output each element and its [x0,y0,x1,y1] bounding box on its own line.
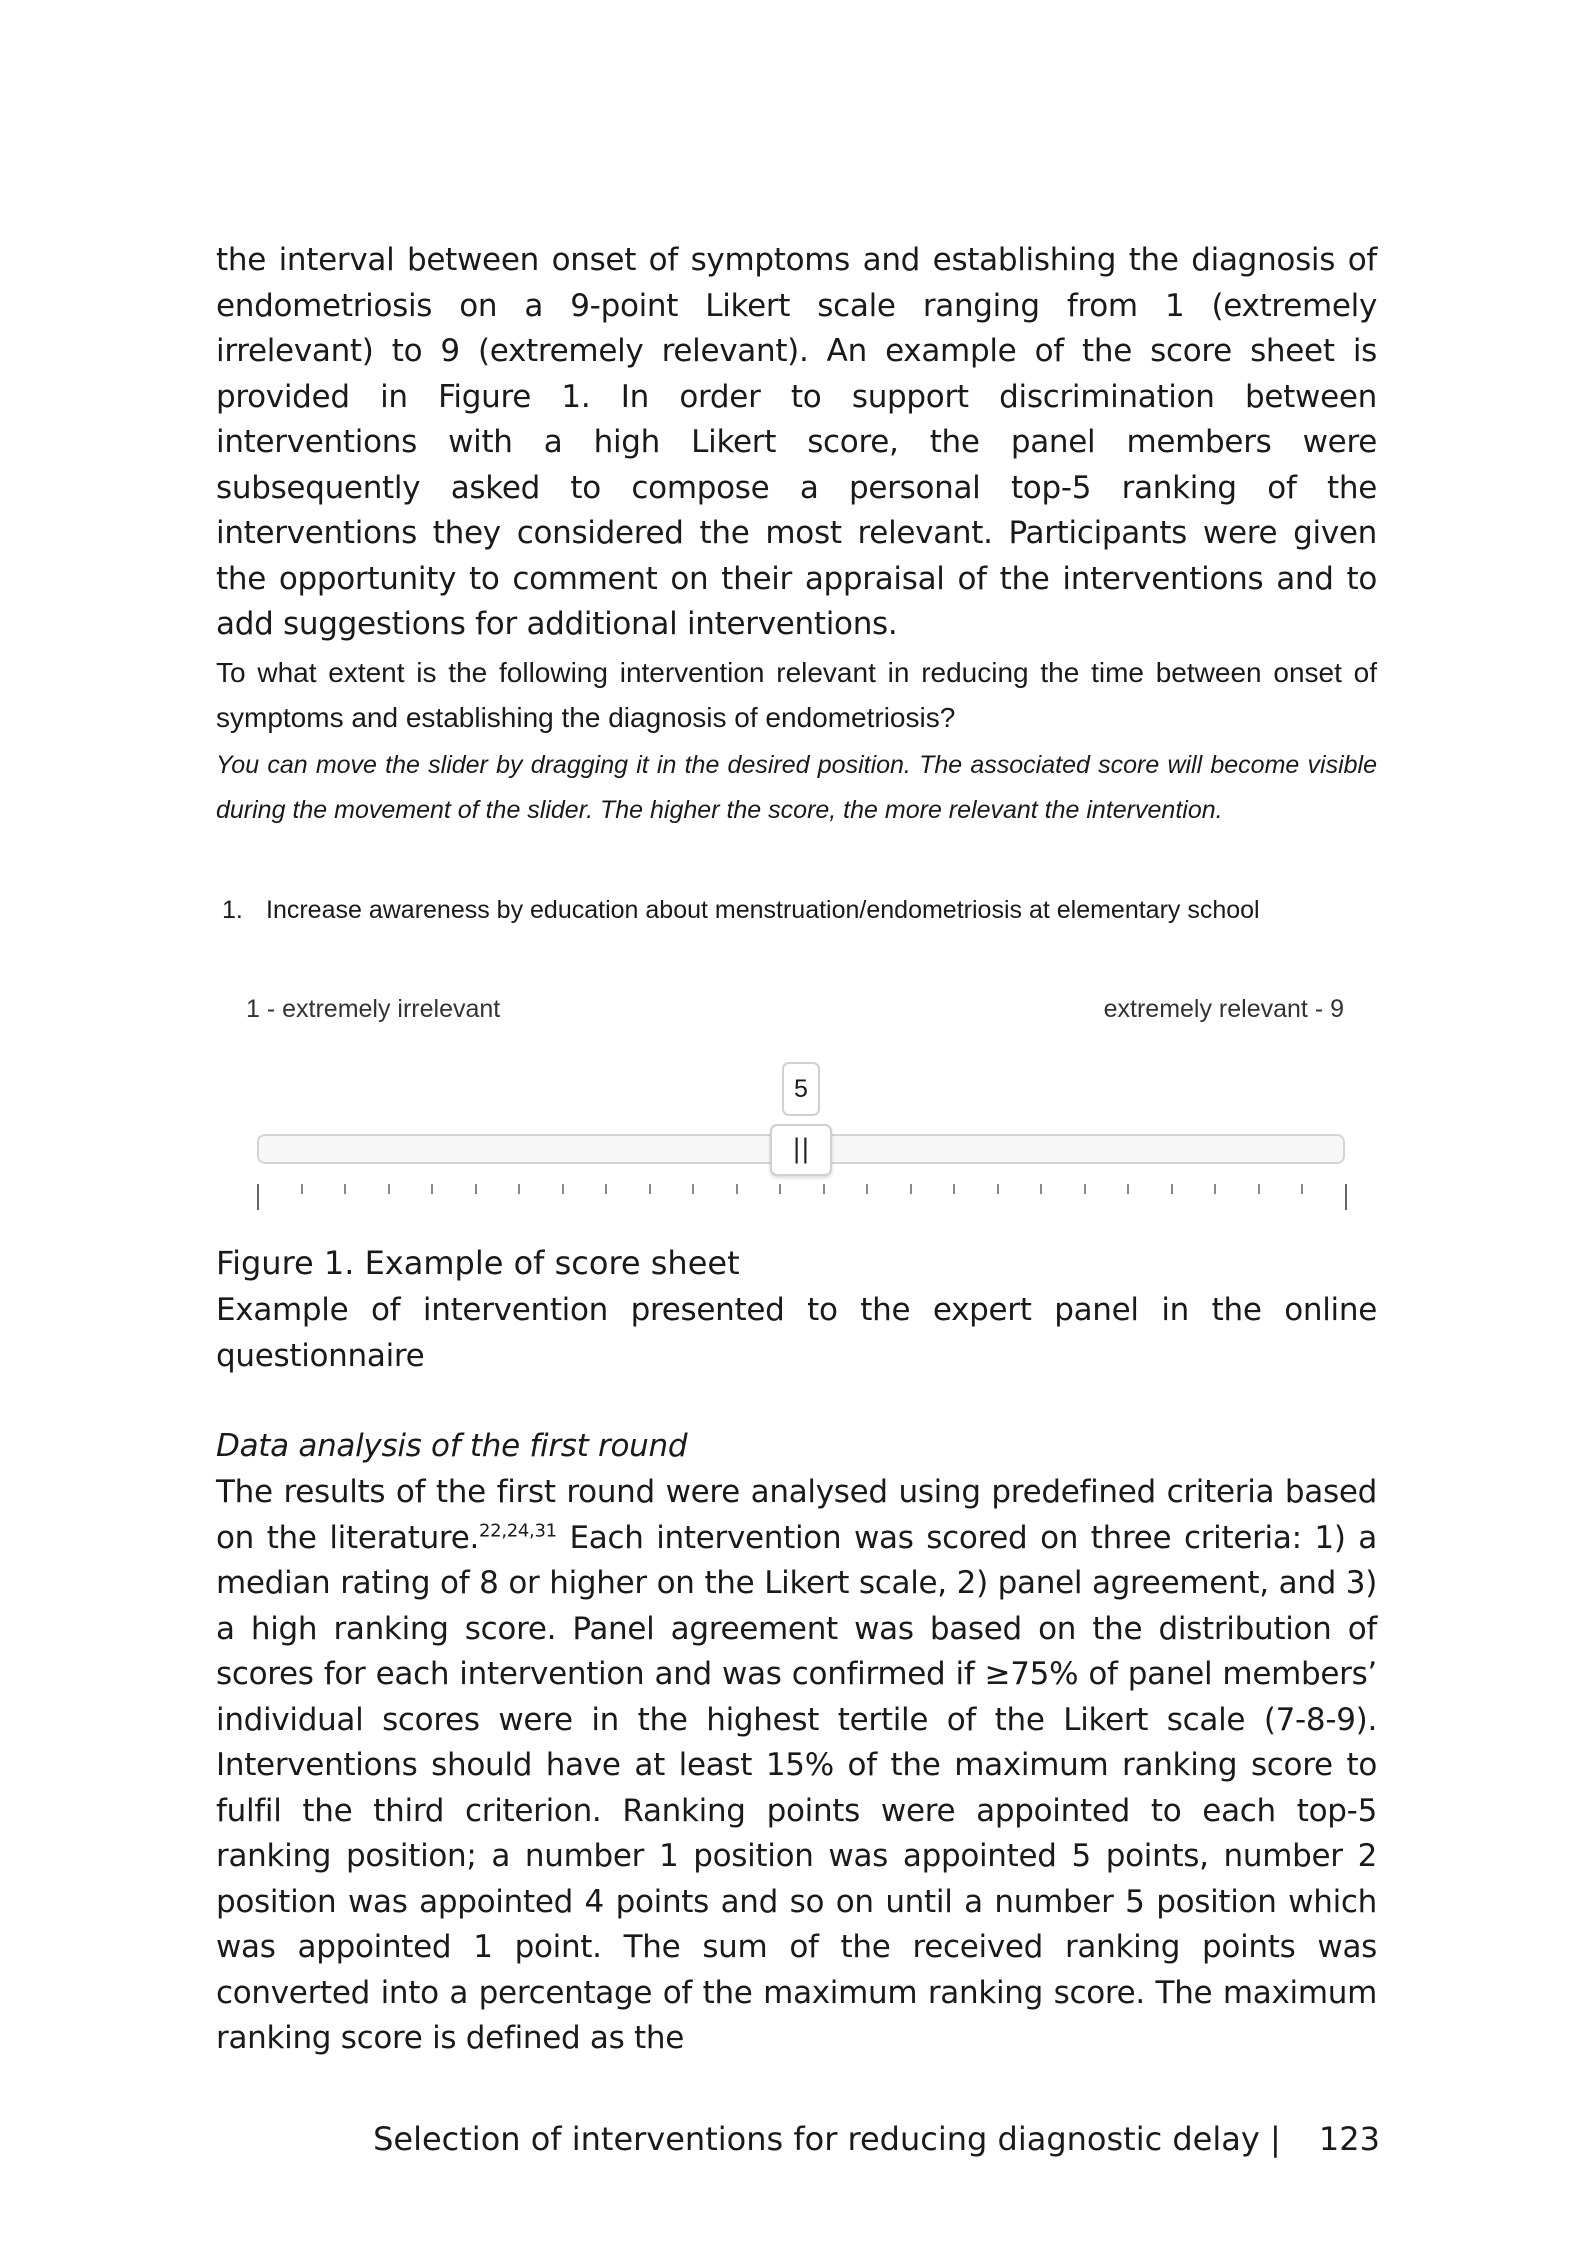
slider-thumb[interactable]: || [770,1124,832,1176]
figure-instruction: You can move the slider by dragging it in the desired position. The associated score will become visible during the movement of the slider. The higher the score, the more relevant the intervention. [216,751,1377,824]
running-title: Selection of interventions for reducing diagnostic delay | [373,2120,1281,2158]
slider-max-label: extremely relevant - 9 [1103,995,1344,1023]
minor-tick [431,1184,433,1194]
major-tick [257,1184,259,1210]
minor-tick [649,1184,651,1194]
figure-question: To what extent is the following intervention relevant in reducing the time between onset of symptoms and establishing the diagnosis of endometriosis? [216,657,1377,733]
minor-tick [692,1184,694,1194]
minor-tick [1127,1184,1129,1194]
minor-tick [866,1184,868,1194]
page-footer [0,2120,1380,2158]
figure-caption-title: Figure 1. Example of score sheet [216,1244,740,1282]
intervention-item [222,896,1260,925]
minor-tick [1301,1184,1303,1194]
minor-tick [953,1184,955,1194]
minor-tick [518,1184,520,1194]
minor-tick [301,1184,303,1194]
minor-tick [1171,1184,1173,1194]
page-number: 123 [1318,2120,1380,2158]
paragraph-text-cont: Each intervention was scored on three criteria: 1) a median rating of 8 or higher on the Likert scale, 2) panel agreement, and 3) a high ranking score. Panel agreement was based on the distribution of scores for each intervention and was confirmed if ≥75% of panel members’ individual scores were in the highest tertile of the Likert scale (7-8-9). Interventions should have at least 15% of the maximum ranking score to fulfil the third criterion. Ranking points were appointed to each top-5 ranking position; a number 1 position was appointed 5 points, number 2 position was appointed 4 points and so on until a number 5 position which was appointed 1 point. The sum of the received ranking points was converted into a percentage of the maximum ranking score. The maximum ranking score is defined as the [216,1519,1377,2056]
item-number: 1. [222,896,243,924]
item-text: Increase awareness by education about menstruation/endometriosis at elementary school [266,896,1260,924]
minor-tick [475,1184,477,1194]
minor-tick [910,1184,912,1194]
paragraph-data-analysis [216,1470,1377,2062]
section-heading: Data analysis of the first round [216,1428,688,1464]
minor-tick [779,1184,781,1194]
major-tick [1345,1184,1347,1210]
minor-tick [823,1184,825,1194]
minor-tick [1084,1184,1086,1194]
paragraph-intro: the interval between onset of symptoms and establishing the diagnosis of endometriosis on a 9-point Likert scale ranging from 1 (extremely irrelevant) to 9 (extremely relevant). An example of the score sheet is provided in Figure 1. In order to support discrimination between interventions with a high Likert score, the panel members were subsequently asked to compose a personal top-5 ranking of the interventions they considered the most relevant. Participants were given the opportunity to comment on their appraisal of the interventions and to add suggestions for additional interventions. [216,242,1377,642]
minor-tick [997,1184,999,1194]
minor-tick [1040,1184,1042,1194]
slider-value-tooltip: 5 [782,1062,820,1116]
minor-tick [605,1184,607,1194]
minor-tick [1258,1184,1260,1194]
paragraph-text: The results of the first round were analysed using predefined criteria based on the literature. [216,1474,1377,1556]
figure-caption-text: Example of intervention presented to the expert panel in the online questionnaire [216,1292,1377,1374]
citation-refs: 22,24,31 [479,1520,557,1542]
minor-tick [1214,1184,1216,1194]
minor-tick [736,1184,738,1194]
minor-tick [344,1184,346,1194]
slider-min-label: 1 - extremely irrelevant [246,995,501,1023]
minor-tick [388,1184,390,1194]
minor-tick [562,1184,564,1194]
